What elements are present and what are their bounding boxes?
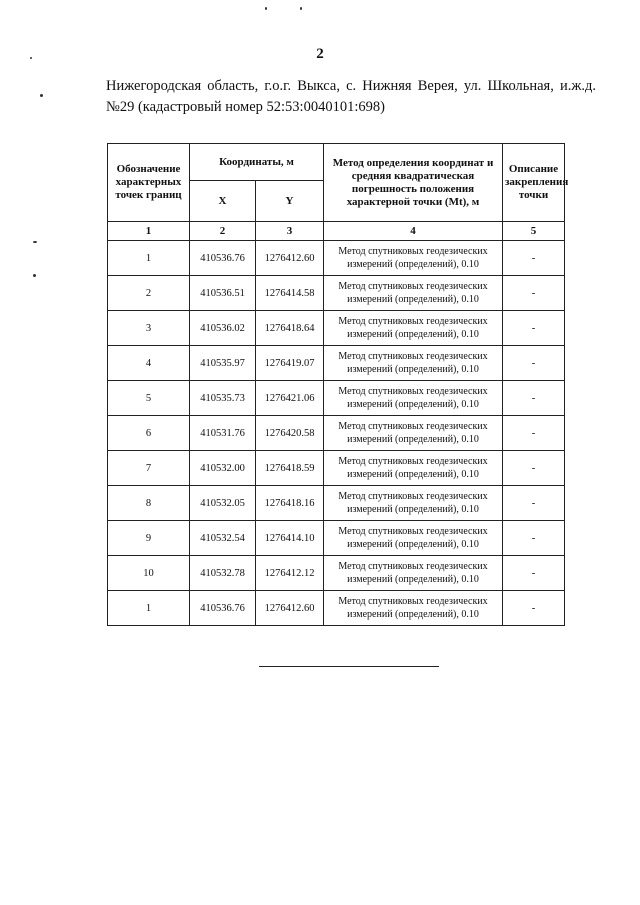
scan-speck xyxy=(33,274,36,277)
column-number: 1 xyxy=(108,222,190,241)
x-cell: 410536.51 xyxy=(190,276,256,311)
y-cell: 1276412.60 xyxy=(256,241,324,276)
point-cell: 2 xyxy=(108,276,190,311)
table-row xyxy=(108,416,565,451)
y-cell: 1276418.64 xyxy=(256,311,324,346)
fixing-cell: - xyxy=(503,591,565,626)
y-cell: 1276421.06 xyxy=(256,381,324,416)
header-coordinates: Координаты, м xyxy=(190,144,324,181)
point-cell: 7 xyxy=(108,451,190,486)
method-cell: Метод спутниковых геодезических измерений (определений), 0.10 xyxy=(324,346,503,381)
x-cell: 410535.73 xyxy=(190,381,256,416)
scan-speck xyxy=(300,7,302,10)
address-heading: Нижегородская область, г.о.г. Выкса, с. Нижняя Верея, ул. Школьная, и.ж.д. №29 (кадастровый номер 52:53:0040101:698) xyxy=(106,78,596,115)
y-cell: 1276414.10 xyxy=(256,521,324,556)
point-cell: 4 xyxy=(108,346,190,381)
point-cell: 3 xyxy=(108,311,190,346)
y-cell: 1276414.58 xyxy=(256,276,324,311)
y-cell: 1276418.16 xyxy=(256,486,324,521)
y-cell: 1276418.59 xyxy=(256,451,324,486)
table-row xyxy=(108,521,565,556)
coordinates-table xyxy=(107,143,569,626)
fixing-cell: - xyxy=(503,241,565,276)
method-cell: Метод спутниковых геодезических измерений (определений), 0.10 xyxy=(324,521,503,556)
x-cell: 410536.02 xyxy=(190,311,256,346)
fixing-cell: - xyxy=(503,311,565,346)
fixing-cell: - xyxy=(503,346,565,381)
table-row xyxy=(108,381,565,416)
y-cell: 1276420.58 xyxy=(256,416,324,451)
point-cell: 1 xyxy=(108,241,190,276)
table-row xyxy=(108,591,565,626)
method-cell: Метод спутниковых геодезических измерений (определений), 0.10 xyxy=(324,381,503,416)
header-y: Y xyxy=(256,181,324,222)
method-cell: Метод спутниковых геодезических измерений (определений), 0.10 xyxy=(324,276,503,311)
signature-line xyxy=(259,666,439,667)
table-row xyxy=(108,451,565,486)
header-point-designation: Обозначение характерных точек границ xyxy=(108,144,190,222)
header-fixing: Описание закрепления точки xyxy=(503,144,565,222)
fixing-cell: - xyxy=(503,486,565,521)
point-cell: 5 xyxy=(108,381,190,416)
fixing-cell: - xyxy=(503,381,565,416)
page-number: 2 xyxy=(316,46,324,62)
x-cell: 410535.97 xyxy=(190,346,256,381)
y-cell: 1276419.07 xyxy=(256,346,324,381)
x-cell: 410532.54 xyxy=(190,521,256,556)
table-row xyxy=(108,311,565,346)
method-cell: Метод спутниковых геодезических измерений (определений), 0.10 xyxy=(324,311,503,346)
fixing-cell: - xyxy=(503,556,565,591)
y-cell: 1276412.12 xyxy=(256,556,324,591)
point-cell: 6 xyxy=(108,416,190,451)
x-cell: 410531.76 xyxy=(190,416,256,451)
fixing-cell: - xyxy=(503,416,565,451)
point-cell: 9 xyxy=(108,521,190,556)
table-row xyxy=(108,276,565,311)
y-cell: 1276412.60 xyxy=(256,591,324,626)
header-method: Метод определения координат и средняя квадратическая погрешность положения характерной точки (Mt), м xyxy=(324,144,503,222)
column-number: 5 xyxy=(503,222,565,241)
x-cell: 410536.76 xyxy=(190,241,256,276)
table-row xyxy=(108,346,565,381)
scan-speck xyxy=(33,241,37,243)
column-number: 2 xyxy=(190,222,256,241)
x-cell: 410532.00 xyxy=(190,451,256,486)
scan-speck xyxy=(265,7,267,10)
point-cell: 10 xyxy=(108,556,190,591)
column-number: 3 xyxy=(256,222,324,241)
method-cell: Метод спутниковых геодезических измерений (определений), 0.10 xyxy=(324,486,503,521)
point-cell: 8 xyxy=(108,486,190,521)
scan-speck xyxy=(40,94,43,97)
method-cell: Метод спутниковых геодезических измерений (определений), 0.10 xyxy=(324,451,503,486)
method-cell: Метод спутниковых геодезических измерений (определений), 0.10 xyxy=(324,591,503,626)
method-cell: Метод спутниковых геодезических измерений (определений), 0.10 xyxy=(324,241,503,276)
x-cell: 410532.78 xyxy=(190,556,256,591)
method-cell: Метод спутниковых геодезических измерений (определений), 0.10 xyxy=(324,416,503,451)
method-cell: Метод спутниковых геодезических измерений (определений), 0.10 xyxy=(324,556,503,591)
point-cell: 1 xyxy=(108,591,190,626)
x-cell: 410532.05 xyxy=(190,486,256,521)
column-number: 4 xyxy=(324,222,503,241)
table-row xyxy=(108,241,565,276)
x-cell: 410536.76 xyxy=(190,591,256,626)
table-row xyxy=(108,486,565,521)
fixing-cell: - xyxy=(503,451,565,486)
fixing-cell: - xyxy=(503,276,565,311)
fixing-cell: - xyxy=(503,521,565,556)
header-x: X xyxy=(190,181,256,222)
table-row xyxy=(108,556,565,591)
